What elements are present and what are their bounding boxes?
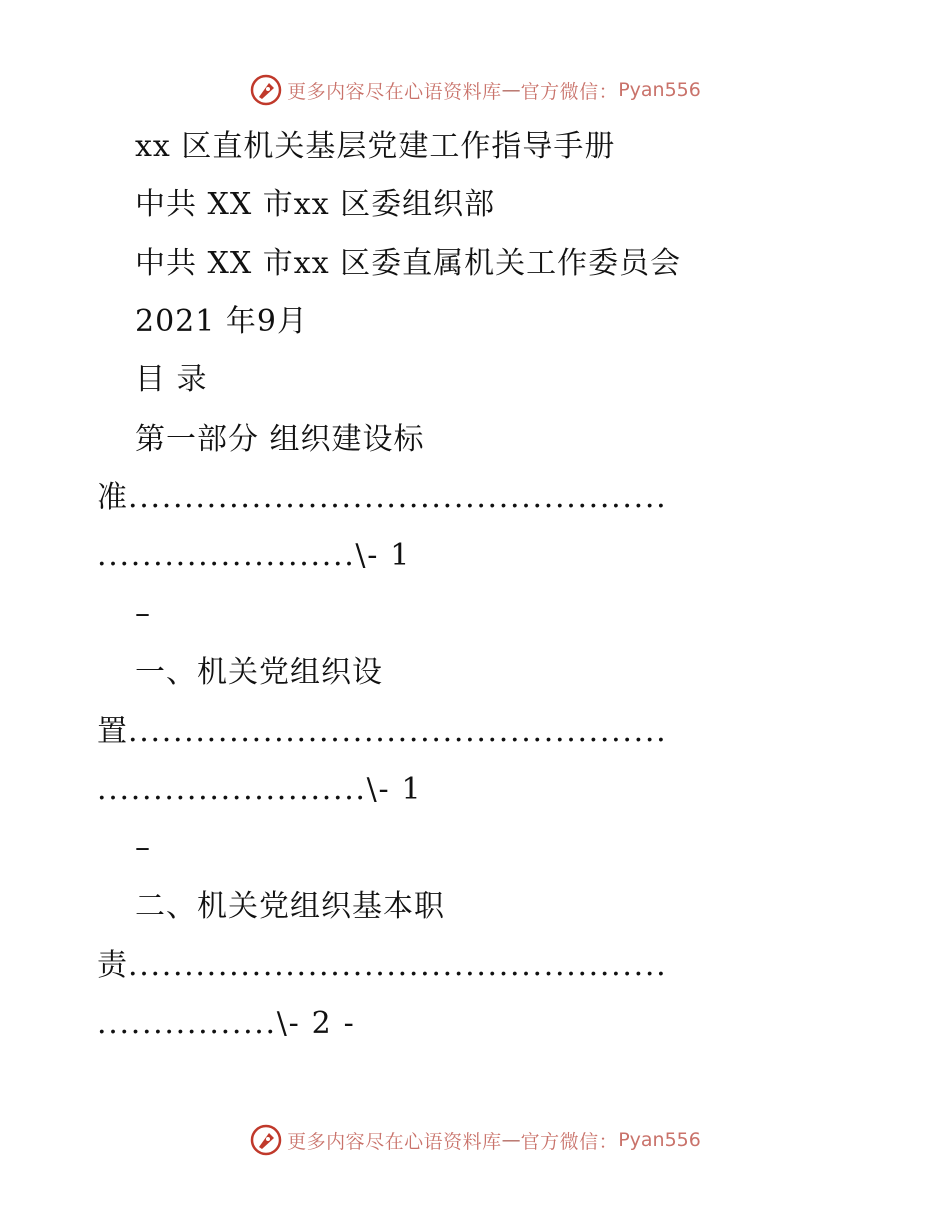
watermark-wechat-id: Pyan556 — [618, 1129, 701, 1151]
watermark-wechat-label: 官方微信： — [520, 1130, 619, 1153]
watermark-wechat-id: Pyan556 — [618, 79, 701, 101]
document-title: xx 区直机关基层党建工作指导手册 — [135, 129, 616, 164]
toc-entry-1-title: 第一部分 组织建设标 — [135, 422, 425, 457]
toc-entry-2-page: ........................\- 1 — [97, 772, 423, 807]
issuer-line-2: 中共 XX 市xx 区委直属机关工作委员会 — [135, 246, 682, 281]
watermark-header — [0, 70, 950, 110]
toc-entry-3-title: 二、机关党组织基本职 — [135, 889, 445, 924]
toc-entry-2-trail: – — [135, 830, 151, 865]
toc-entry-1-lead-char: 准 — [97, 480, 128, 515]
watermark-text: 更多内容尽在心语资料库 — [287, 80, 502, 103]
toc-entry-2-title: 一、机关党组织设 — [135, 655, 383, 690]
watermark-footer — [0, 1120, 950, 1160]
toc-entry-1-trail: – — [135, 596, 151, 631]
watermark-text: 更多内容尽在心语资料库 — [287, 1130, 502, 1153]
pen-nib-logo-icon — [249, 1123, 283, 1157]
watermark-separator: — — [501, 79, 521, 101]
toc-entry-3-page: ................\- 2 - — [97, 1006, 356, 1041]
toc-entry-1-leader — [97, 478, 667, 518]
pen-nib-logo-icon — [249, 73, 283, 107]
toc-entry-3-lead-char: 责 — [97, 948, 128, 983]
toc-entry-2-lead-char: 置 — [97, 714, 128, 749]
toc-heading: 目 录 — [135, 362, 208, 397]
toc-entry-2-leader — [97, 712, 667, 752]
toc-entry-2-dots: ................................................ — [128, 714, 668, 749]
toc-entry-3-dots: ................................................ — [128, 948, 668, 983]
toc-entry-3-leader — [97, 946, 667, 986]
watermark-separator: — — [501, 1129, 521, 1151]
watermark-wechat-label: 官方微信： — [520, 80, 619, 103]
toc-entry-1-page: .......................\- 1 — [97, 538, 412, 573]
issuer-line-1: 中共 XX 市xx 区委组织部 — [135, 187, 496, 222]
toc-entry-1-dots: ................................................ — [128, 480, 668, 515]
document-date: 2021 年9月 — [135, 304, 308, 339]
